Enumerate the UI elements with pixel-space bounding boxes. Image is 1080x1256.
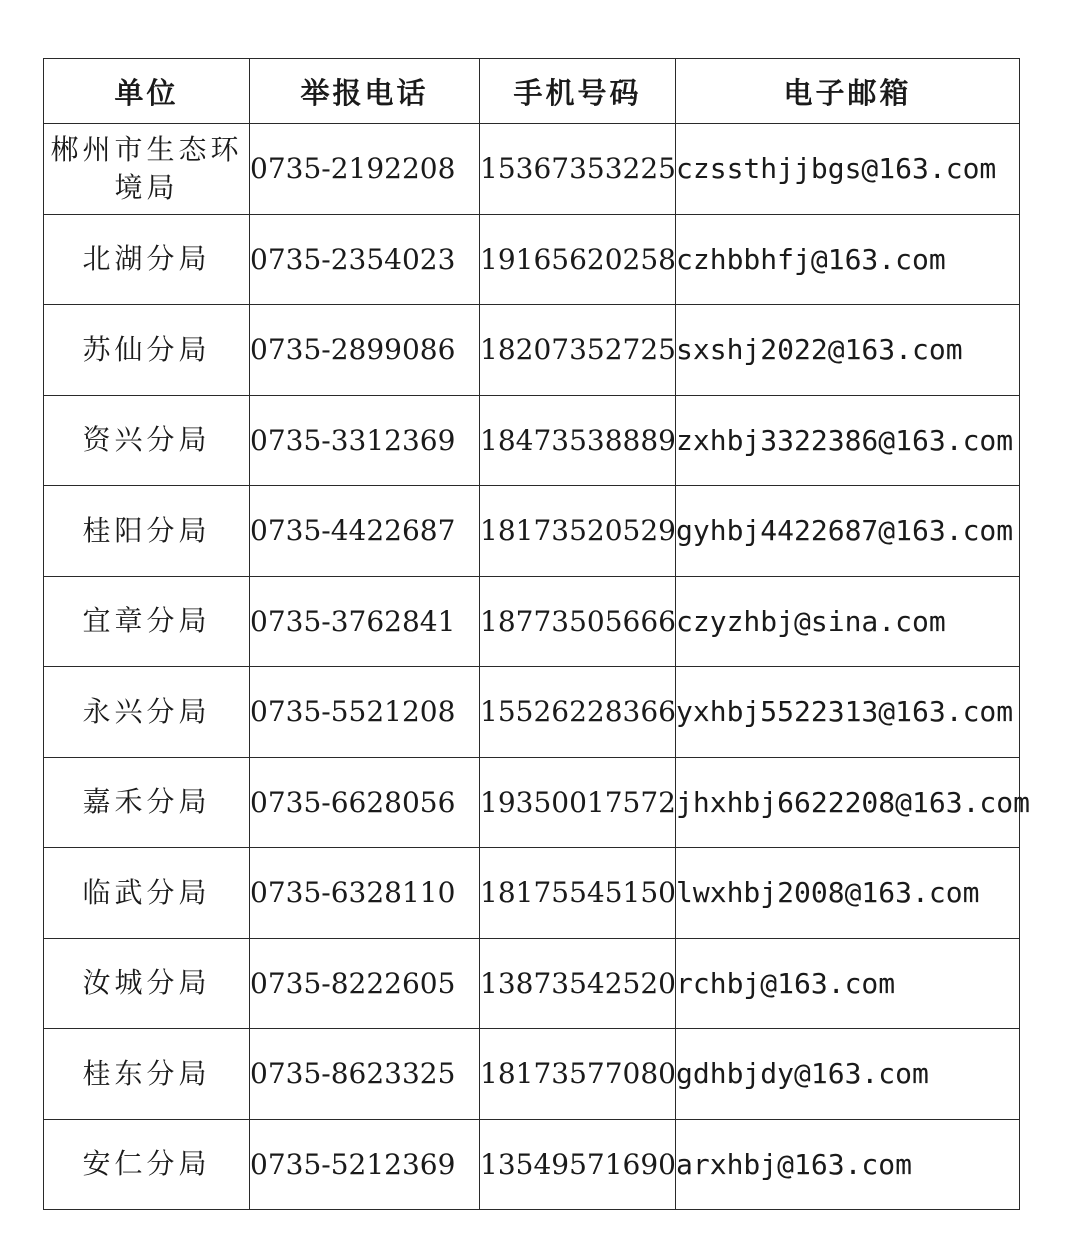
- mobile-cell: 18207352725: [480, 305, 676, 396]
- report-phone-cell: 0735-2192208: [250, 124, 480, 215]
- unit-cell: 嘉禾分局: [44, 757, 250, 848]
- email-cell: gyhbj4422687@163.com: [676, 486, 1020, 577]
- mobile-cell: 18175545150: [480, 848, 676, 939]
- report-phone-cell: 0735-5521208: [250, 667, 480, 758]
- report-phone-cell: 0735-3312369: [250, 395, 480, 486]
- report-phone-cell: 0735-6628056: [250, 757, 480, 848]
- mobile-cell: 18173520529: [480, 486, 676, 577]
- unit-cell: 资兴分局: [44, 395, 250, 486]
- header-unit: 单位: [44, 59, 250, 124]
- unit-cell: 桂阳分局: [44, 486, 250, 577]
- report-phone-cell: 0735-3762841: [250, 576, 480, 667]
- unit-cell: 桂东分局: [44, 1029, 250, 1120]
- mobile-cell: 15367353225: [480, 124, 676, 215]
- table-row: [44, 938, 1020, 1029]
- report-phone-cell: 0735-5212369: [250, 1119, 480, 1210]
- mobile-cell: 19165620258: [480, 214, 676, 305]
- table-row: [44, 667, 1020, 758]
- email-cell: jhxhbj6622208@163.com: [676, 757, 1020, 848]
- header-report-phone: 举报电话: [250, 59, 480, 124]
- unit-cell: 永兴分局: [44, 667, 250, 758]
- table-row: [44, 214, 1020, 305]
- table-row: [44, 757, 1020, 848]
- email-cell: yxhbj5522313@163.com: [676, 667, 1020, 758]
- email-cell: gdhbjdy@163.com: [676, 1029, 1020, 1120]
- table-header-row: [44, 59, 1020, 124]
- mobile-cell: 18773505666: [480, 576, 676, 667]
- mobile-cell: 18173577080: [480, 1029, 676, 1120]
- mobile-cell: 13549571690: [480, 1119, 676, 1210]
- report-phone-cell: 0735-8623325: [250, 1029, 480, 1120]
- table-row: [44, 305, 1020, 396]
- email-cell: rchbj@163.com: [676, 938, 1020, 1029]
- email-cell: czhbbhfj@163.com: [676, 214, 1020, 305]
- email-cell: lwxhbj2008@163.com: [676, 848, 1020, 939]
- table-row: [44, 486, 1020, 577]
- contact-table: [43, 58, 1031, 1210]
- report-phone-cell: 0735-2899086: [250, 305, 480, 396]
- email-cell: czssthjjbgs@163.com: [676, 124, 1020, 215]
- header-email: 电子邮箱: [676, 59, 1020, 124]
- email-cell: arxhbj@163.com: [676, 1119, 1020, 1210]
- report-phone-cell: 0735-8222605: [250, 938, 480, 1029]
- unit-cell: 宜章分局: [44, 576, 250, 667]
- unit-cell: 北湖分局: [44, 214, 250, 305]
- header-mobile: 手机号码: [480, 59, 676, 124]
- table-row: [44, 1029, 1020, 1120]
- table-body: [44, 124, 1031, 1210]
- report-phone-cell: 0735-6328110: [250, 848, 480, 939]
- mobile-cell: 15526228366: [480, 667, 676, 758]
- unit-cell: 临武分局: [44, 848, 250, 939]
- unit-cell: 郴州市生态环境局: [44, 124, 250, 215]
- email-cell: zxhbj3322386@163.com: [676, 395, 1020, 486]
- table-row: [44, 124, 1020, 215]
- email-cell: sxshj2022@163.com: [676, 305, 1020, 396]
- mobile-cell: 18473538889: [480, 395, 676, 486]
- unit-cell: 苏仙分局: [44, 305, 250, 396]
- unit-cell: 安仁分局: [44, 1119, 250, 1210]
- table-row: [44, 1119, 1020, 1210]
- report-phone-cell: 0735-2354023: [250, 214, 480, 305]
- table-row: [44, 395, 1020, 486]
- report-phone-cell: 0735-4422687: [250, 486, 480, 577]
- mobile-cell: 19350017572: [480, 757, 676, 848]
- email-cell: czyzhbj@sina.com: [676, 576, 1020, 667]
- mobile-cell: 13873542520: [480, 938, 676, 1029]
- table-row: [44, 576, 1020, 667]
- unit-cell: 汝城分局: [44, 938, 250, 1029]
- table-row: [44, 848, 1020, 939]
